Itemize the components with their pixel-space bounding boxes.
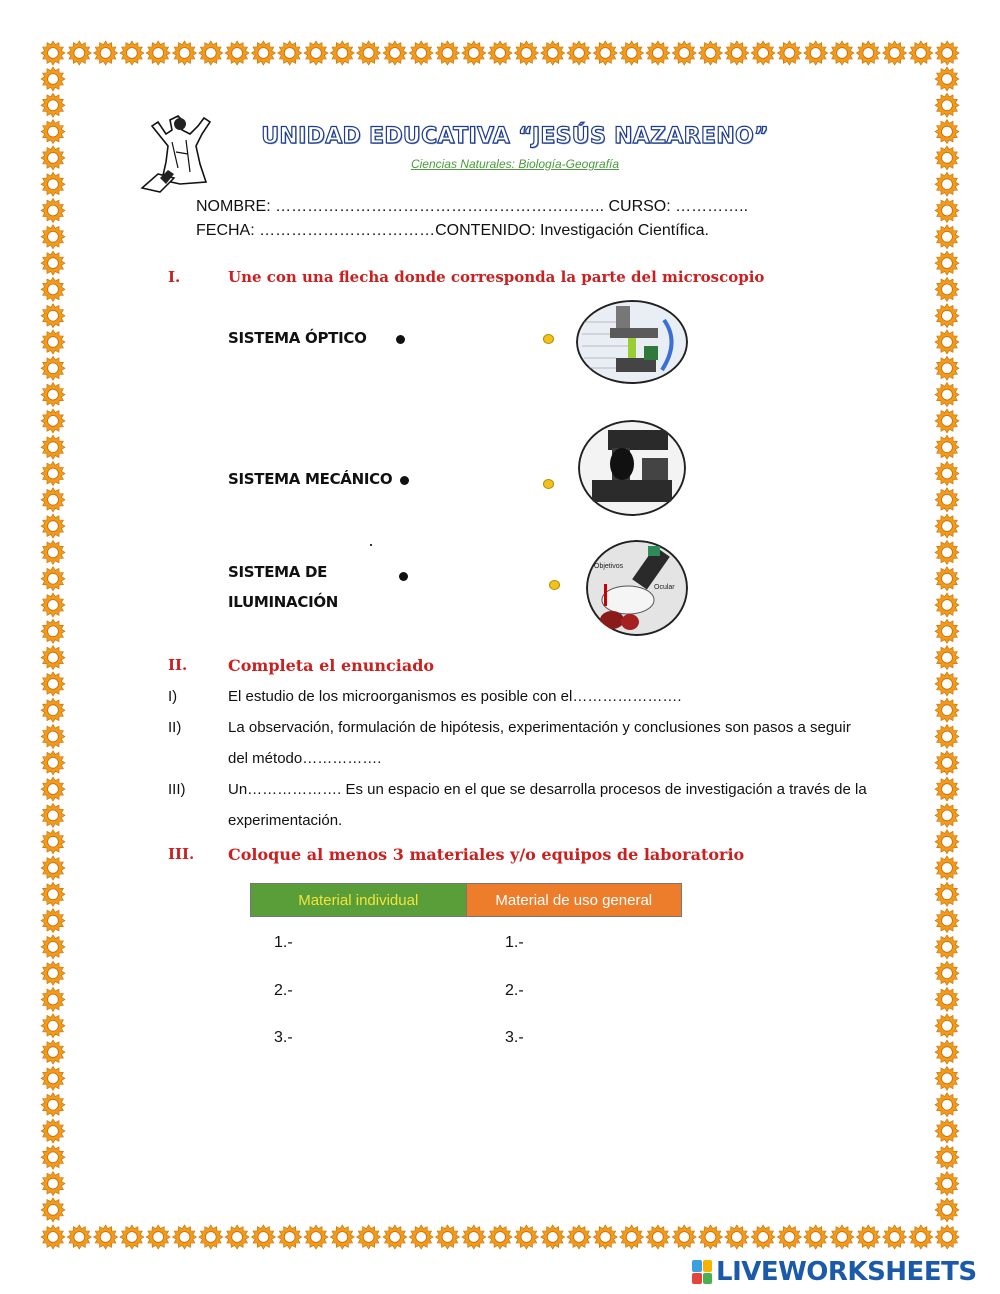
sun-ornament bbox=[699, 41, 723, 65]
sun-ornament bbox=[541, 41, 565, 65]
sun-ornament bbox=[41, 356, 65, 380]
sun-ornament bbox=[935, 830, 959, 854]
sun-ornament bbox=[462, 1225, 486, 1249]
sun-ornament bbox=[330, 41, 354, 65]
sun-ornament bbox=[935, 856, 959, 880]
stray-dot bbox=[370, 544, 372, 546]
sun-ornament bbox=[699, 1225, 723, 1249]
sun-ornament bbox=[41, 751, 65, 775]
microscope-optical-image bbox=[576, 300, 688, 384]
col-material-individual: Material individual bbox=[251, 884, 466, 916]
sun-ornament bbox=[41, 330, 65, 354]
sun-ornament bbox=[462, 41, 486, 65]
sun-ornament bbox=[120, 1225, 144, 1249]
sun-ornament bbox=[620, 1225, 644, 1249]
sun-ornament bbox=[41, 1014, 65, 1038]
sun-ornament bbox=[488, 1225, 512, 1249]
sun-ornament bbox=[646, 41, 670, 65]
sun-ornament bbox=[41, 199, 65, 223]
sun-ornament bbox=[251, 1225, 275, 1249]
sun-ornament bbox=[225, 41, 249, 65]
sun-ornament bbox=[935, 330, 959, 354]
sun-ornament bbox=[41, 1225, 65, 1249]
sun-ornament bbox=[935, 199, 959, 223]
section2-title: Completa el enunciado bbox=[228, 656, 435, 675]
section1-number: I. bbox=[168, 268, 181, 286]
sun-ornament bbox=[41, 882, 65, 906]
sun-ornament bbox=[41, 1172, 65, 1196]
sun-ornament bbox=[41, 251, 65, 275]
sun-ornament bbox=[909, 1225, 933, 1249]
sun-ornament bbox=[436, 41, 460, 65]
sun-ornament bbox=[935, 803, 959, 827]
sun-ornament bbox=[41, 488, 65, 512]
sun-ornament bbox=[41, 514, 65, 538]
image3-label-ocular: Ocular bbox=[654, 584, 675, 591]
sun-ornament bbox=[41, 961, 65, 985]
sun-ornament bbox=[935, 356, 959, 380]
sun-ornament bbox=[935, 1225, 959, 1249]
sun-ornament bbox=[304, 1225, 328, 1249]
general-item-3[interactable]: 3.- bbox=[505, 1029, 524, 1046]
sun-ornament bbox=[935, 1014, 959, 1038]
individual-item-1[interactable]: 1.- bbox=[274, 934, 293, 951]
sun-ornament bbox=[541, 1225, 565, 1249]
sun-ornament bbox=[883, 1225, 907, 1249]
sun-ornament bbox=[777, 41, 801, 65]
sun-ornament bbox=[436, 1225, 460, 1249]
microscope-mechanical-image bbox=[578, 420, 686, 516]
sun-ornament bbox=[41, 462, 65, 486]
sun-ornament bbox=[41, 988, 65, 1012]
sun-border-left bbox=[40, 66, 66, 1224]
col-material-uso-general: Material de uso general bbox=[466, 884, 682, 916]
sun-ornament bbox=[935, 514, 959, 538]
sun-ornament bbox=[935, 935, 959, 959]
sun-ornament bbox=[751, 1225, 775, 1249]
sun-ornament bbox=[935, 93, 959, 117]
sun-ornament bbox=[935, 67, 959, 91]
sun-ornament bbox=[935, 462, 959, 486]
sun-ornament bbox=[856, 1225, 880, 1249]
section1-title: Une con una flecha donde corresponda la parte del microscopio bbox=[228, 268, 765, 286]
sun-ornament bbox=[409, 41, 433, 65]
system-optico-label: SISTEMA ÓPTICO bbox=[228, 329, 367, 347]
sun-ornament bbox=[67, 41, 91, 65]
individual-item-2[interactable]: 2.- bbox=[274, 982, 293, 999]
sun-ornament bbox=[41, 67, 65, 91]
sun-ornament bbox=[41, 619, 65, 643]
sun-ornament bbox=[751, 41, 775, 65]
match-dot-left-3[interactable] bbox=[399, 572, 408, 581]
image3-label-objetivos: Objetivos bbox=[594, 563, 624, 570]
statement-1-text: El estudio de los microorganismos es posible con el…………………. bbox=[228, 688, 682, 705]
sun-ornament bbox=[935, 409, 959, 433]
sun-ornament bbox=[146, 1225, 170, 1249]
sun-ornament bbox=[935, 1040, 959, 1064]
individual-item-3[interactable]: 3.- bbox=[274, 1029, 293, 1046]
sun-ornament bbox=[41, 120, 65, 144]
sun-ornament bbox=[935, 593, 959, 617]
sun-ornament bbox=[41, 540, 65, 564]
sun-ornament bbox=[251, 41, 275, 65]
sun-ornament bbox=[41, 383, 65, 407]
sun-ornament bbox=[935, 725, 959, 749]
statement-3-number: III) bbox=[168, 781, 186, 798]
sun-ornament bbox=[94, 1225, 118, 1249]
sun-ornament bbox=[725, 1225, 749, 1249]
liveworksheets-brand: LIVEWORKSHEETS bbox=[716, 1257, 977, 1287]
sun-ornament bbox=[935, 1172, 959, 1196]
sun-ornament bbox=[883, 41, 907, 65]
sun-ornament bbox=[41, 909, 65, 933]
sun-ornament bbox=[41, 304, 65, 328]
school-logo-figure bbox=[140, 112, 225, 194]
sun-ornament bbox=[330, 1225, 354, 1249]
sun-ornament bbox=[935, 488, 959, 512]
statement-1-number: I) bbox=[168, 688, 178, 705]
sun-ornament bbox=[67, 1225, 91, 1249]
sun-ornament bbox=[41, 856, 65, 880]
sun-ornament bbox=[672, 1225, 696, 1249]
sun-ornament bbox=[935, 882, 959, 906]
sun-ornament bbox=[304, 41, 328, 65]
sun-ornament bbox=[935, 41, 959, 65]
sun-ornament bbox=[41, 1093, 65, 1117]
sun-ornament bbox=[41, 567, 65, 591]
sun-ornament bbox=[41, 725, 65, 749]
match-dot-left-2[interactable] bbox=[400, 476, 409, 485]
system-mecanico-label: SISTEMA MECÁNICO bbox=[228, 470, 393, 488]
sun-ornament bbox=[41, 646, 65, 670]
school-title: UNIDAD EDUCATIVA “JESÚS NAZARENO” bbox=[261, 124, 769, 149]
sun-ornament bbox=[146, 41, 170, 65]
sun-ornament bbox=[620, 41, 644, 65]
sun-ornament bbox=[856, 41, 880, 65]
sun-ornament bbox=[41, 1145, 65, 1169]
sun-ornament bbox=[935, 646, 959, 670]
sun-ornament bbox=[909, 41, 933, 65]
sun-ornament bbox=[672, 41, 696, 65]
sun-ornament bbox=[935, 383, 959, 407]
sun-ornament bbox=[41, 225, 65, 249]
system-iluminacion-label-line2: ILUMINACIÓN bbox=[228, 593, 339, 611]
section3-number: III. bbox=[168, 845, 195, 863]
sun-ornament bbox=[830, 41, 854, 65]
sun-ornament bbox=[935, 540, 959, 564]
sun-ornament bbox=[935, 1119, 959, 1143]
sun-ornament bbox=[593, 41, 617, 65]
sun-border-bottom bbox=[40, 1224, 960, 1250]
sun-ornament bbox=[41, 1066, 65, 1090]
sun-ornament bbox=[935, 1066, 959, 1090]
match-dot-right-3[interactable] bbox=[549, 580, 560, 590]
sun-ornament bbox=[225, 1225, 249, 1249]
fecha-contenido-line: FECHA: ……………………………CONTENIDO: Investigación Científica. bbox=[196, 222, 709, 239]
statement-2-number: II) bbox=[168, 719, 182, 736]
sun-ornament bbox=[278, 1225, 302, 1249]
nombre-curso-line: NOMBRE: …………………………………………………….. CURSO: ………….. bbox=[196, 198, 749, 215]
sun-ornament bbox=[935, 567, 959, 591]
sun-ornament bbox=[173, 1225, 197, 1249]
sun-ornament bbox=[173, 41, 197, 65]
section3-title: Coloque al menos 3 materiales y/o equipos de laboratorio bbox=[228, 845, 745, 864]
sun-ornament bbox=[41, 830, 65, 854]
match-dot-right-1[interactable] bbox=[543, 334, 554, 344]
sun-ornament bbox=[41, 777, 65, 801]
sun-ornament bbox=[593, 1225, 617, 1249]
sun-ornament bbox=[646, 1225, 670, 1249]
sun-ornament bbox=[41, 146, 65, 170]
sun-ornament bbox=[383, 41, 407, 65]
sun-ornament bbox=[514, 1225, 538, 1249]
school-subtitle: Ciencias Naturales: Biología-Geografía bbox=[410, 157, 620, 171]
system-iluminacion-label-line1: SISTEMA DE bbox=[228, 563, 328, 581]
general-item-2[interactable]: 2.- bbox=[505, 982, 524, 999]
sun-ornament bbox=[804, 1225, 828, 1249]
sun-ornament bbox=[935, 777, 959, 801]
sun-ornament bbox=[935, 751, 959, 775]
sun-ornament bbox=[357, 41, 381, 65]
sun-ornament bbox=[567, 1225, 591, 1249]
sun-ornament bbox=[120, 41, 144, 65]
match-dot-right-2[interactable] bbox=[543, 479, 554, 489]
liveworksheets-badge-icon bbox=[692, 1260, 712, 1284]
sun-ornament bbox=[41, 93, 65, 117]
sun-ornament bbox=[278, 41, 302, 65]
sun-ornament bbox=[935, 909, 959, 933]
sun-ornament bbox=[41, 1040, 65, 1064]
sun-ornament bbox=[41, 803, 65, 827]
sun-ornament bbox=[830, 1225, 854, 1249]
sun-ornament bbox=[94, 41, 118, 65]
match-dot-left-1[interactable] bbox=[396, 335, 405, 344]
liveworksheets-logo bbox=[692, 1257, 977, 1287]
materials-table-header bbox=[250, 883, 682, 917]
sun-ornament bbox=[935, 1198, 959, 1222]
sun-ornament bbox=[488, 41, 512, 65]
sun-ornament bbox=[935, 672, 959, 696]
sun-border-right bbox=[934, 66, 960, 1224]
sun-ornament bbox=[41, 1119, 65, 1143]
sun-ornament bbox=[409, 1225, 433, 1249]
sun-ornament bbox=[41, 698, 65, 722]
sun-ornament bbox=[383, 1225, 407, 1249]
sun-ornament bbox=[935, 251, 959, 275]
sun-ornament bbox=[935, 120, 959, 144]
sun-ornament bbox=[935, 277, 959, 301]
sun-ornament bbox=[935, 304, 959, 328]
sun-ornament bbox=[357, 1225, 381, 1249]
sun-ornament bbox=[41, 672, 65, 696]
sun-ornament bbox=[777, 1225, 801, 1249]
sun-ornament bbox=[935, 961, 959, 985]
sun-ornament bbox=[199, 1225, 223, 1249]
sun-border-top bbox=[40, 40, 960, 66]
sun-ornament bbox=[41, 41, 65, 65]
sun-ornament bbox=[514, 41, 538, 65]
sun-ornament bbox=[935, 435, 959, 459]
sun-ornament bbox=[935, 1145, 959, 1169]
statement-2-text: La observación, formulación de hipótesis, experimentación y conclusiones son pasos a seguir del método……………. bbox=[228, 719, 851, 767]
sun-ornament bbox=[935, 1093, 959, 1117]
sun-ornament bbox=[935, 146, 959, 170]
sun-ornament bbox=[41, 172, 65, 196]
sun-ornament bbox=[935, 172, 959, 196]
section2-number: II. bbox=[168, 656, 188, 674]
sun-ornament bbox=[935, 988, 959, 1012]
sun-ornament bbox=[935, 225, 959, 249]
sun-ornament bbox=[41, 1198, 65, 1222]
sun-ornament bbox=[935, 619, 959, 643]
statement-3-text: Un………………. Es un espacio en el que se desarrolla procesos de investigación a través de la experimentación. bbox=[228, 781, 867, 829]
sun-ornament bbox=[41, 277, 65, 301]
sun-ornament bbox=[804, 41, 828, 65]
sun-ornament bbox=[725, 41, 749, 65]
sun-ornament bbox=[41, 935, 65, 959]
general-item-1[interactable]: 1.- bbox=[505, 934, 524, 951]
sun-ornament bbox=[935, 698, 959, 722]
sun-ornament bbox=[567, 41, 591, 65]
sun-ornament bbox=[41, 593, 65, 617]
sun-ornament bbox=[199, 41, 223, 65]
sun-ornament bbox=[41, 409, 65, 433]
sun-ornament bbox=[41, 435, 65, 459]
